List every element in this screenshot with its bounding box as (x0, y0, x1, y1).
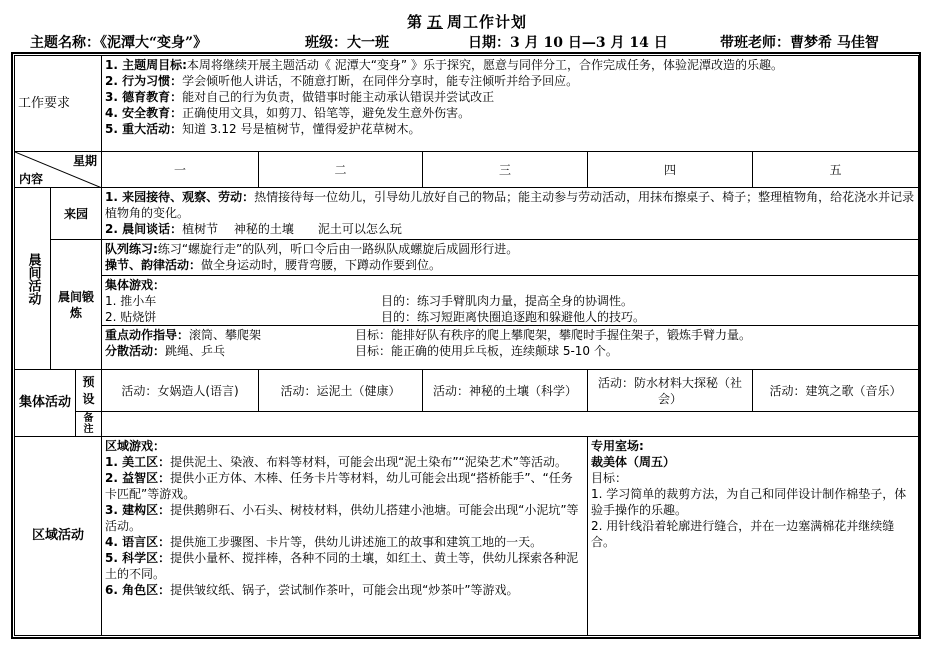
game-2-goal: 目的：练习短距离快圈追逐跑和躲避他人的技巧。 (381, 310, 646, 324)
day-wed: 三 (423, 152, 588, 188)
req-2-value: 学会倾听他人讲话，不随意打断，在同伴分享时，能专注倾听并给予回应。 (182, 74, 579, 88)
arrival-content (102, 188, 919, 240)
week-number: 五 (426, 13, 443, 31)
game-1-name: 1. 推小车 (105, 294, 157, 308)
day-mon: 一 (102, 152, 259, 188)
day-tue: 二 (259, 152, 423, 188)
req-5-value: 知道 3.12 号是植树节，懂得爱护花草树木。 (182, 122, 421, 136)
date-range: 日期：3 月 10 日—3 月 14 日 (468, 35, 668, 51)
activity-thu: 活动：防水材料大探秘（社会） (588, 370, 753, 412)
room-title: 专用室场: (591, 439, 644, 453)
req-1-key: 1. 主题周目标: (105, 58, 187, 72)
game-1-goal: 目的：练习手臂肌肉力量，提高全身的协调性。 (381, 294, 634, 308)
plan-label: 预设 (76, 370, 102, 412)
note-label: 备注 (76, 412, 102, 437)
teachers: 带班老师：曹梦希 马佳智 (720, 35, 879, 51)
queue-key: 队列练习: (105, 242, 158, 256)
content-label: 内容 (19, 172, 44, 186)
area-6-value: 提供皱纹纸、锅子，尝试制作茶叶，可能会出现“炒茶叶”等游戏。 (170, 583, 519, 597)
exercise-row-2 (15, 276, 919, 370)
area-5-value: 提供小量杯、搅拌棒，各种不同的土壤，如红土、黄土等，供幼儿探索各种泥土的不同。 (105, 551, 579, 581)
class-name: 班级：大一班 (305, 35, 389, 51)
weekday-corner (15, 152, 102, 188)
rhythm-value: 做全身运动时，腰背弯腰，下蹲动作要到位。 (201, 258, 442, 272)
scatter-value: 跳绳、乒乓 (165, 344, 226, 358)
area-games-key: 区域游戏： (105, 439, 166, 453)
scatter-key: 分散活动： (105, 344, 166, 358)
requirements-row (15, 56, 919, 152)
game-2-name: 2. 贴烧饼 (105, 310, 157, 324)
scatter-goal: 目标：能正确的使用乒乓板，连续颠球 5-10 个。 (355, 344, 618, 358)
area-2-key: 2. 益智区： (105, 471, 171, 485)
plan-table (14, 55, 919, 636)
area-content (102, 437, 588, 636)
req-3-key: 3. 德育教育： (105, 90, 183, 104)
focus-key: 重点动作指导： (105, 328, 190, 342)
req-5-key: 5. 重大活动： (105, 122, 183, 136)
requirements-content (102, 56, 919, 152)
queue-value: 练习“螺旋行走”的队列，听口令后由一路纵队成螺旋后成圆形行进。 (157, 242, 519, 256)
group-label: 集体活动 (15, 370, 76, 437)
title-suffix: 周工作计划 (447, 13, 528, 31)
area-label: 区域活动 (15, 437, 102, 636)
arrival-1-value: 热情接待每一位幼儿，引导幼儿放好自己的物品；能主动参与劳动活动，用抹布擦桌子、椅子；整理植物角，给花浇水并记录植物角的变化。 (105, 190, 915, 220)
note-content (102, 412, 919, 437)
activity-mon: 活动：女娲造人(语言) (102, 370, 259, 412)
requirements-label: 工作要求 (15, 56, 102, 152)
req-3-value: 能对自己的行为负责，做错事时能主动承认错误并尝试改正 (182, 90, 495, 104)
group-plan-row (15, 370, 919, 412)
area-4-key: 4. 语言区： (105, 535, 171, 549)
area-3-key: 3. 建构区： (105, 503, 171, 517)
weekday-header-row (15, 152, 919, 188)
activity-wed: 活动：神秘的土壤（科学） (423, 370, 588, 412)
activity-fri: 活动：建筑之歌（音乐） (753, 370, 919, 412)
special-room (588, 437, 919, 636)
area-1-key: 1. 美工区： (105, 455, 171, 469)
room-name: 裁美体（周五） (591, 455, 676, 469)
exercise-games (102, 276, 919, 370)
group-note-row (15, 412, 919, 437)
activity-tue: 活动：运泥土（健康） (259, 370, 423, 412)
exercise-queue (102, 240, 919, 276)
day-thu: 四 (588, 152, 753, 188)
arrival-label: 来园 (51, 188, 102, 240)
page-title (0, 11, 934, 32)
exercise-row-1 (15, 240, 919, 276)
room-goal-1: 1. 学习简单的裁剪方法，为自己和同伴设计制作棉垫子，体验手操作的乐趣。 (591, 487, 907, 517)
room-goal-label: 目标： (591, 471, 628, 485)
req-4-key: 4. 安全教育： (105, 106, 183, 120)
exercise-label: 晨间锻炼 (51, 240, 102, 370)
arrival-1-key: 1. 来园接待、观察、劳动： (105, 190, 255, 204)
morning-label: 晨间活动 (15, 188, 51, 370)
req-2-key: 2. 行为习惯： (105, 74, 183, 88)
area-5-key: 5. 科学区： (105, 551, 171, 565)
area-2-value: 提供小正方体、木棒、任务卡片等材料，幼儿可能会出现“搭桥能手”、“任务卡匹配”等游戏。 (105, 471, 573, 501)
area-4-value: 提供施工步骤图、卡片等，供幼儿讲述施工的故事和建筑工地的一天。 (170, 535, 543, 549)
day-fri: 五 (753, 152, 919, 188)
room-goal-2: 2. 用针线沿着轮廓进行缝合，并在一边塞满棉花并继续缝合。 (591, 519, 895, 549)
area-1-value: 提供泥土、染液、布料等材料，可能会出现“泥土染布”“泥染艺术”等活动。 (170, 455, 567, 469)
games-key: 集体游戏： (105, 278, 166, 292)
area-3-value: 提供鹅卵石、小石头、树枝材料，供幼儿搭建小池塘。可能会出现“小泥坑”等活动。 (105, 503, 579, 533)
area-row (15, 437, 919, 636)
focus-goal: 目标：能排好队有秩序的爬上攀爬架，攀爬时手握住架子，锻炼手臂力量。 (355, 328, 752, 342)
focus-value: 滚筒、攀爬架 (189, 328, 262, 342)
req-1-value: 本周将继续开展主题活动《 泥潭大“变身” 》乐于探究，愿意与同伴分工，合作完成任务，体验泥潭改造的乐趣。 (186, 58, 783, 72)
day-label: 星期 (72, 154, 97, 168)
theme-name: 主题名称：《泥潭大“变身”》 (30, 35, 208, 51)
area-6-key: 6. 角色区： (105, 583, 171, 597)
req-4-value: 正确使用文具，如剪刀、铅笔等，避免发生意外伤害。 (182, 106, 471, 120)
arrival-2-key: 2. 晨间谈话： (105, 222, 183, 236)
arrival-row (15, 188, 919, 240)
arrival-2-value: 植树节 神秘的土壤 泥土可以怎么玩 (182, 222, 402, 236)
rhythm-key: 操节、韵律活动： (105, 258, 202, 272)
title-prefix: 第 (406, 13, 423, 31)
plan-header (30, 32, 915, 52)
